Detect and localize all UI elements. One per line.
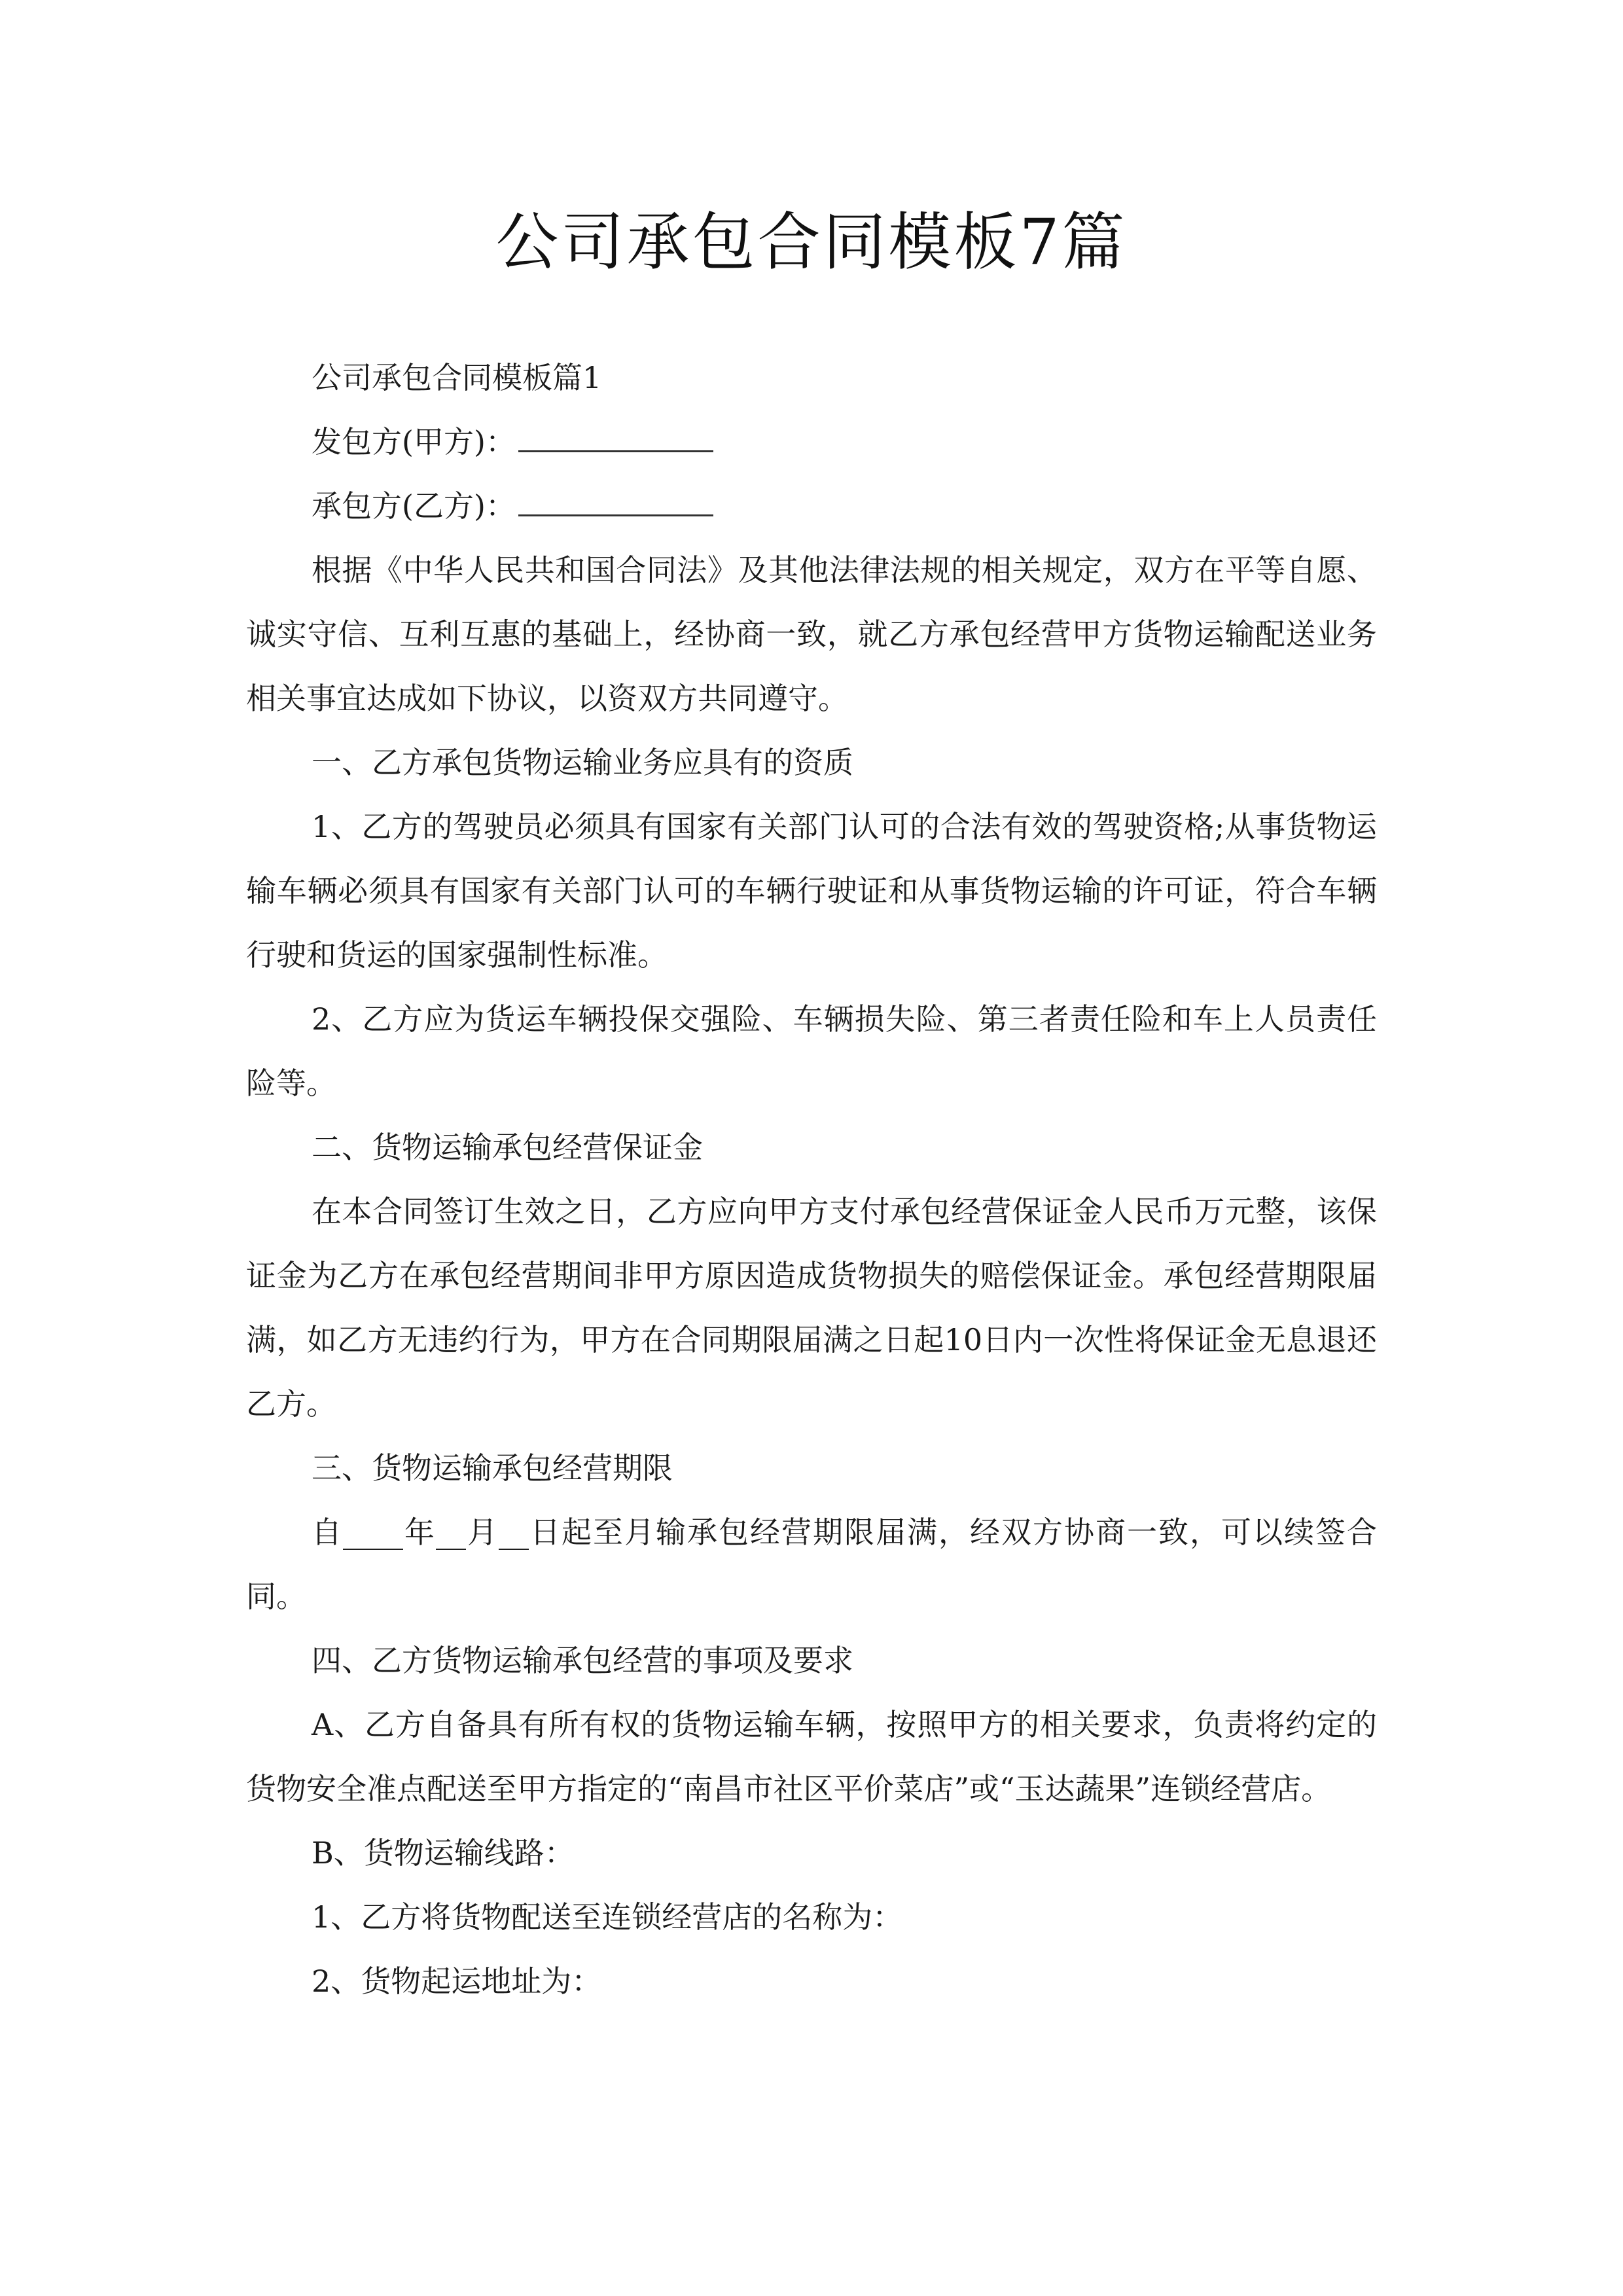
section-subtitle: 公司承包合同模板篇1 [312,360,602,395]
paragraph-preamble: 根据《中华人民共和国合同法》及其他法律法规的相关规定，双方在平等自愿、诚实守信、互利互惠的基础上，经协商一致，就乙方承包经营甲方货物运输配送业务相关事宜达成如下协议，以资双方共同遵守。 [246,552,1377,716]
party-a-label: 发包方(甲方)： [312,424,516,459]
document-body [246,346,1377,2013]
paragraph-deposit: 在本合同签订生效之日，乙方应向甲方支付承包经营保证金人民币万元整，该保证金为乙方在承包经营期间非甲方原因造成货物损失的赔偿保证金。承包经营期限届满，如乙方无违约行为，甲方在合同期限届满之日起10日内一次性将保证金无息退还乙方。 [246,1194,1377,1422]
paragraph-route-1: 1、乙方将货物配送至连锁经营店的名称为： [312,1899,903,1935]
paragraph-requirement-a: A、乙方自备具有所有权的货物运输车辆，按照甲方的相关要求，负责将约定的货物安全准点配送至甲方指定的“南昌市社区平价菜店”或“玉达蔬果”连锁经营店。 [246,1707,1377,1806]
heading-deposit: 二、货物运输承包经营保证金 [312,1130,703,1165]
paragraph-qualification-2: 2、乙方应为货运车辆投保交强险、车辆损失险、第三者责任险和车上人员责任险等。 [246,1001,1377,1101]
heading-qualifications: 一、乙方承包货物运输业务应具有的资质 [312,745,853,780]
party-a-blank [518,422,713,452]
paragraph-term: 自____年__月__日起至月输承包经营期限届满，经双方协商一致，可以续签合同。 [246,1515,1377,1614]
paragraph-route-2: 2、货物起运地址为： [312,1964,602,1999]
party-b-blank [518,486,713,516]
document-title: 公司承包合同模板7篇 [495,206,1128,279]
paragraph-requirement-b: B、货物运输线路： [312,1835,575,1871]
party-b-label: 承包方(乙方)： [312,488,516,524]
paragraph-qualification-1: 1、乙方的驾驶员必须具有国家有关部门认可的合法有效的驾驶资格;从事货物运输车辆必须具有国家有关部门认可的车辆行驶证和从事货物运输的许可证，符合车辆行驶和货运的国家强制性标准。 [246,809,1377,973]
heading-requirements: 四、乙方货物运输承包经营的事项及要求 [312,1643,853,1678]
party-a-line [246,410,1377,474]
party-b-line [246,474,1377,538]
heading-term: 三、货物运输承包经营期限 [312,1450,673,1486]
